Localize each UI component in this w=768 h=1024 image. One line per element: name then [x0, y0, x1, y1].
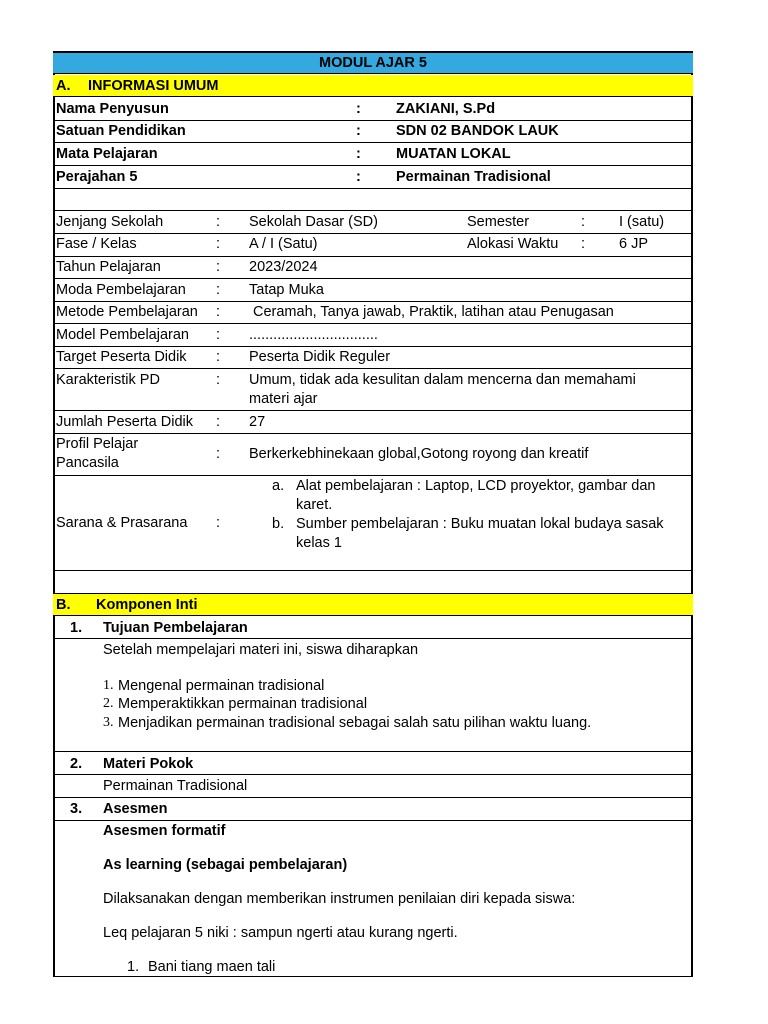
tujuan-marker-3: 3.: [103, 715, 114, 730]
sep-mata-pelajaran: :: [356, 146, 361, 162]
section-a-letter: A.: [56, 78, 71, 94]
value-jenjang: Sekolah Dasar (SD): [249, 214, 378, 230]
materi-heading: Materi Pokok: [103, 756, 194, 772]
tujuan-marker-2: 2.: [103, 696, 114, 711]
label-fase: Fase / Kelas: [56, 236, 137, 252]
section-a-label: INFORMASI UMUM: [88, 78, 219, 94]
asesmen-number: 3.: [70, 801, 83, 817]
label-profil-line1: Profil Pelajar: [56, 436, 139, 452]
tujuan-heading: Tujuan Pembelajaran: [103, 620, 248, 636]
value-semester: I (satu): [619, 214, 665, 230]
sarana-item-a-line1: Alat pembelajaran : Laptop, LCD proyektor, gambar dan: [296, 478, 656, 494]
tujuan-number: 1.: [70, 620, 83, 636]
sep-metode: :: [216, 304, 221, 320]
label-nama-penyusun: Nama Penyusun: [56, 101, 169, 117]
tujuan-intro: Setelah mempelajari materi ini, siswa diharapkan: [103, 642, 419, 658]
value-nama-penyusun: ZAKIANI, S.Pd: [396, 101, 496, 117]
tujuan-marker-1: 1.: [103, 678, 114, 693]
tujuan-item-1: Mengenal permainan tradisional: [118, 678, 325, 694]
value-alokasi: 6 JP: [619, 236, 649, 252]
label-moda: Moda Pembelajaran: [56, 282, 186, 298]
sep-karakteristik: :: [216, 372, 221, 388]
module-title: MODUL AJAR 5: [319, 55, 427, 71]
sarana-item-b-line2: kelas 1: [296, 535, 342, 551]
section-b-label: Komponen Inti: [96, 597, 198, 613]
sarana-item-a-line2: karet.: [296, 497, 333, 513]
value-karakteristik-line1: Umum, tidak ada kesulitan dalam mencerna dan memahami: [249, 372, 636, 388]
value-fase: A / I (Satu): [249, 236, 318, 252]
sep-perajahan: :: [356, 169, 361, 185]
asesmen-item-text: Bani tiang maen tali: [148, 959, 276, 975]
label-alokasi: Alokasi Waktu: [467, 236, 559, 252]
label-satuan-pendidikan: Satuan Pendidikan: [56, 123, 186, 139]
value-mata-pelajaran: MUATAN LOKAL: [396, 146, 511, 162]
sep-satuan-pendidikan: :: [356, 123, 361, 139]
sarana-marker-b: b.: [272, 516, 285, 532]
sep-tahun: :: [216, 259, 221, 275]
value-target: Peserta Didik Reguler: [249, 349, 391, 365]
value-karakteristik-line2: materi ajar: [249, 391, 318, 407]
sep-alokasi: :: [581, 236, 586, 252]
label-metode: Metode Pembelajaran: [56, 304, 198, 320]
sarana-marker-a: a.: [272, 478, 285, 494]
sarana-item-b-line1: Sumber pembelajaran : Buku muatan lokal budaya sasak: [296, 516, 664, 532]
label-tahun: Tahun Pelajaran: [56, 259, 161, 275]
materi-number: 2.: [70, 756, 83, 772]
label-perajahan: Perajahan 5: [56, 169, 138, 185]
tujuan-item-3: Menjadikan permainan tradisional sebagai salah satu pilihan waktu luang.: [118, 715, 592, 731]
sep-moda: :: [216, 282, 221, 298]
value-moda: Tatap Muka: [249, 282, 324, 298]
tujuan-item-2: Memperaktikkan permainan tradisional: [118, 696, 368, 712]
value-metode: Ceramah, Tanya jawab, Praktik, latihan atau Penugasan: [253, 304, 614, 320]
section-b-letter: B.: [56, 597, 71, 613]
asesmen-p1: Dilaksanakan dengan memberikan instrumen penilaian diri kepada siswa:: [103, 891, 576, 907]
sep-nama-penyusun: :: [356, 101, 361, 117]
value-jumlah: 27: [249, 414, 266, 430]
label-jumlah: Jumlah Peserta Didik: [56, 414, 193, 430]
asesmen-item-marker: 1.: [127, 959, 140, 975]
value-tahun: 2023/2024: [249, 259, 318, 275]
label-profil-line2: Pancasila: [56, 455, 119, 471]
sep-model: :: [216, 327, 221, 343]
label-mata-pelajaran: Mata Pelajaran: [56, 146, 158, 162]
value-perajahan: Permainan Tradisional: [396, 169, 551, 185]
asesmen-heading: Asesmen: [103, 801, 168, 817]
sep-jumlah: :: [216, 414, 221, 430]
value-model: ................................: [249, 327, 378, 343]
asesmen-sub2: As learning (sebagai pembelajaran): [103, 857, 348, 873]
sep-fase: :: [216, 236, 221, 252]
label-karakteristik: Karakteristik PD: [56, 372, 160, 388]
label-sarana: Sarana & Prasarana: [56, 515, 188, 531]
label-target: Target Peserta Didik: [56, 349, 187, 365]
sep-jenjang: :: [216, 214, 221, 230]
label-semester: Semester: [467, 214, 530, 230]
label-model: Model Pembelajaran: [56, 327, 189, 343]
sep-target: :: [216, 349, 221, 365]
sep-sarana: :: [216, 515, 221, 531]
value-satuan-pendidikan: SDN 02 BANDOK LAUK: [396, 123, 559, 139]
sep-semester: :: [581, 214, 586, 230]
asesmen-sub1: Asesmen formatif: [103, 823, 226, 839]
materi-content: Permainan Tradisional: [103, 778, 248, 794]
value-profil: Berkerkebhinekaan global,Gotong royong dan kreatif: [249, 446, 589, 462]
asesmen-p2: Leq pelajaran 5 niki : sampun ngerti atau kurang ngerti.: [103, 925, 458, 941]
label-jenjang: Jenjang Sekolah: [56, 214, 164, 230]
sep-profil: :: [216, 446, 221, 462]
